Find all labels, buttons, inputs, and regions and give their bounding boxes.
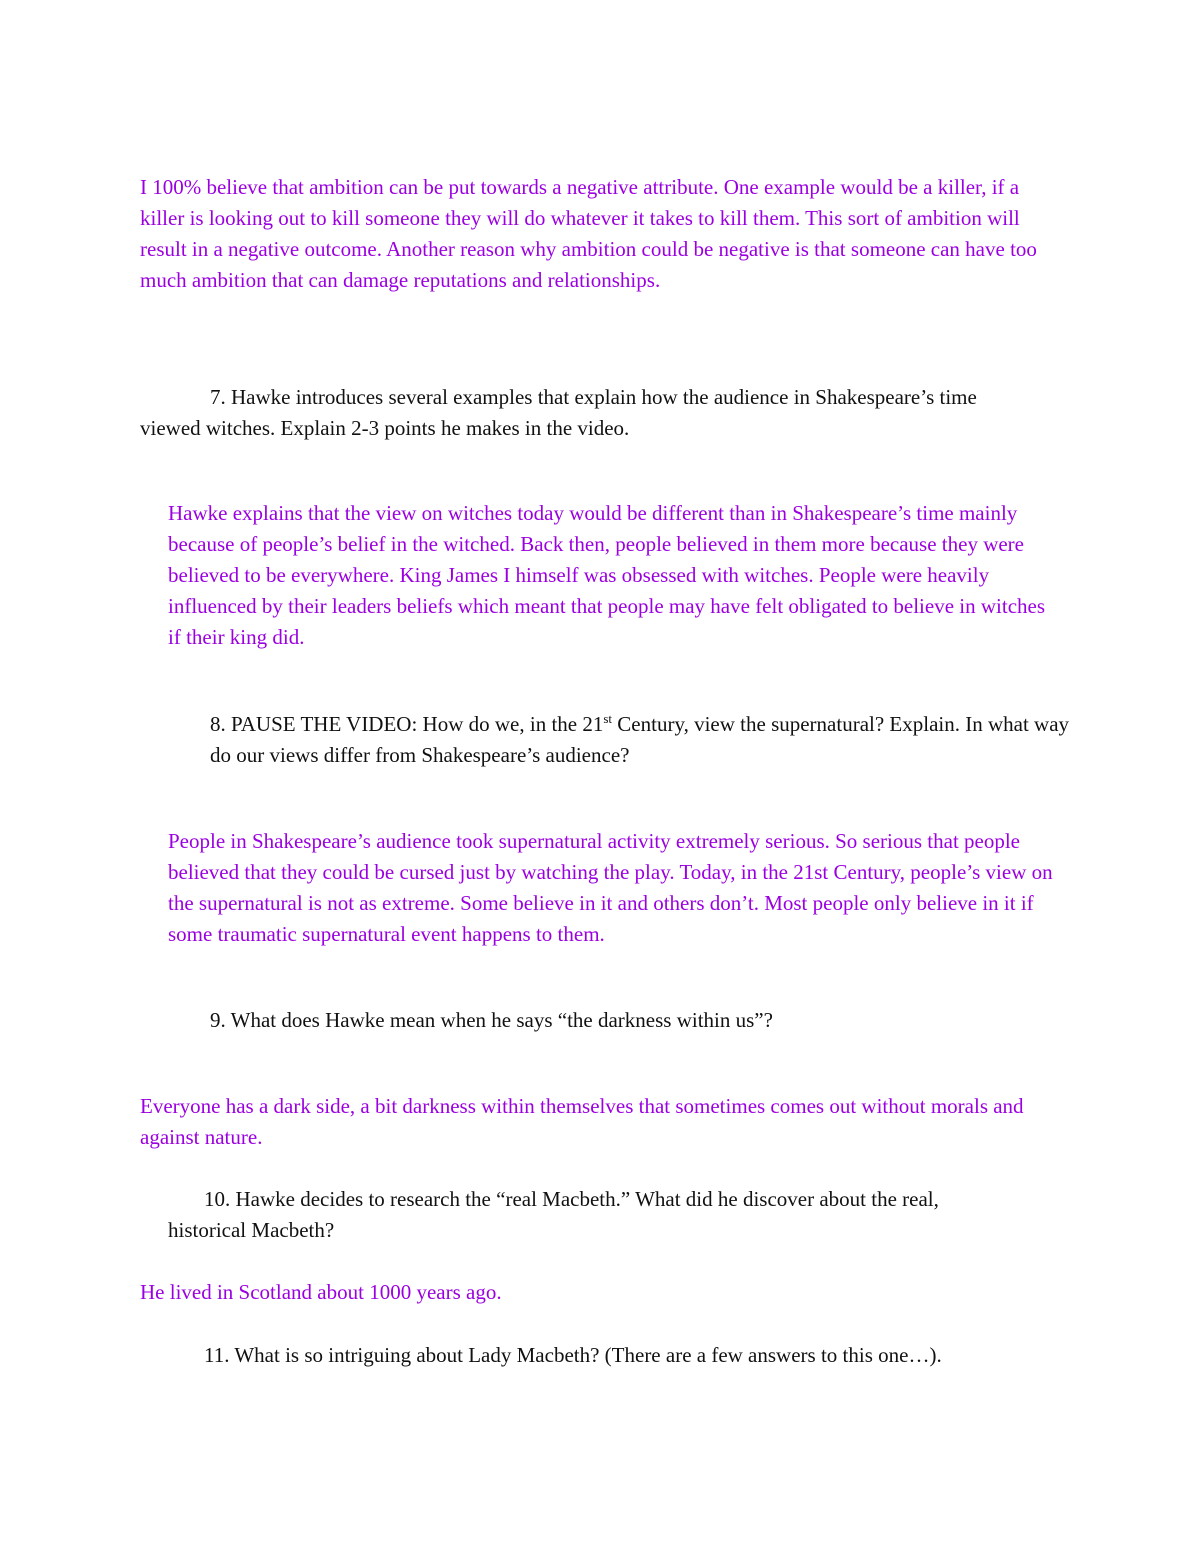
answer-8: People in Shakespeare’s audience took supernatural activity extremely serious. So serious that people believed that they could be cursed just by watching the play. Today, in the 21st Century, people’s view on the supernatural is not as extreme. Some believe in it and others don’t. Most people only believe in it if some traumatic supernatural event happens to them. <box>168 829 1053 946</box>
question-10-line-2: historical Macbeth? <box>168 1218 335 1242</box>
answer-7: Hawke explains that the view on witches today would be different than in Shakespeare’s time mainly because of people’s belief in the witched. Back then, people believed in them more because they were believed to be everywhere. King James I himself was obsessed with witches. People were heavily influenced by their leaders beliefs which meant that people may have felt obligated to believe in witches if their king did. <box>168 501 1046 649</box>
question-7: 7. Hawke introduces several examples that explain how the audience in Shakespeare’s time viewed witches. Explain 2-3 points he makes in the video. <box>140 385 977 440</box>
answer-6: I 100% believe that ambition can be put towards a negative attribute. One example would be a killer, if a killer is looking out to kill someone they will do whatever it takes to kill them. This sort of ambition will result in a negative outcome. Another reason why ambition could be negative is that someone can have too much ambition that can damage reputations and relationships. <box>140 175 1037 292</box>
question-9: 9. What does Hawke mean when he says “the darkness within us”? <box>210 1008 773 1032</box>
question-8-text-start: 8. PAUSE THE VIDEO: How do we, in the 21 <box>210 712 604 736</box>
question-11: 11. What is so intriguing about Lady Macbeth? (There are a few answers to this one…). <box>204 1343 942 1367</box>
answer-9: Everyone has a dark side, a bit darkness within themselves that sometimes comes out without morals and against nature. <box>140 1094 1024 1149</box>
answer-10: He lived in Scotland about 1000 years ago. <box>140 1280 502 1304</box>
question-10-line-1: 10. Hawke decides to research the “real Macbeth.” What did he discover about the real, <box>204 1187 939 1211</box>
question-8-text-end: Century, view the supernatural? Explain. In what way do our views differ from Shakespeare’s audience? <box>210 712 1070 767</box>
question-8 <box>210 709 1070 771</box>
question-8-ordinal: st <box>603 711 613 726</box>
question-10 <box>168 1184 1068 1246</box>
